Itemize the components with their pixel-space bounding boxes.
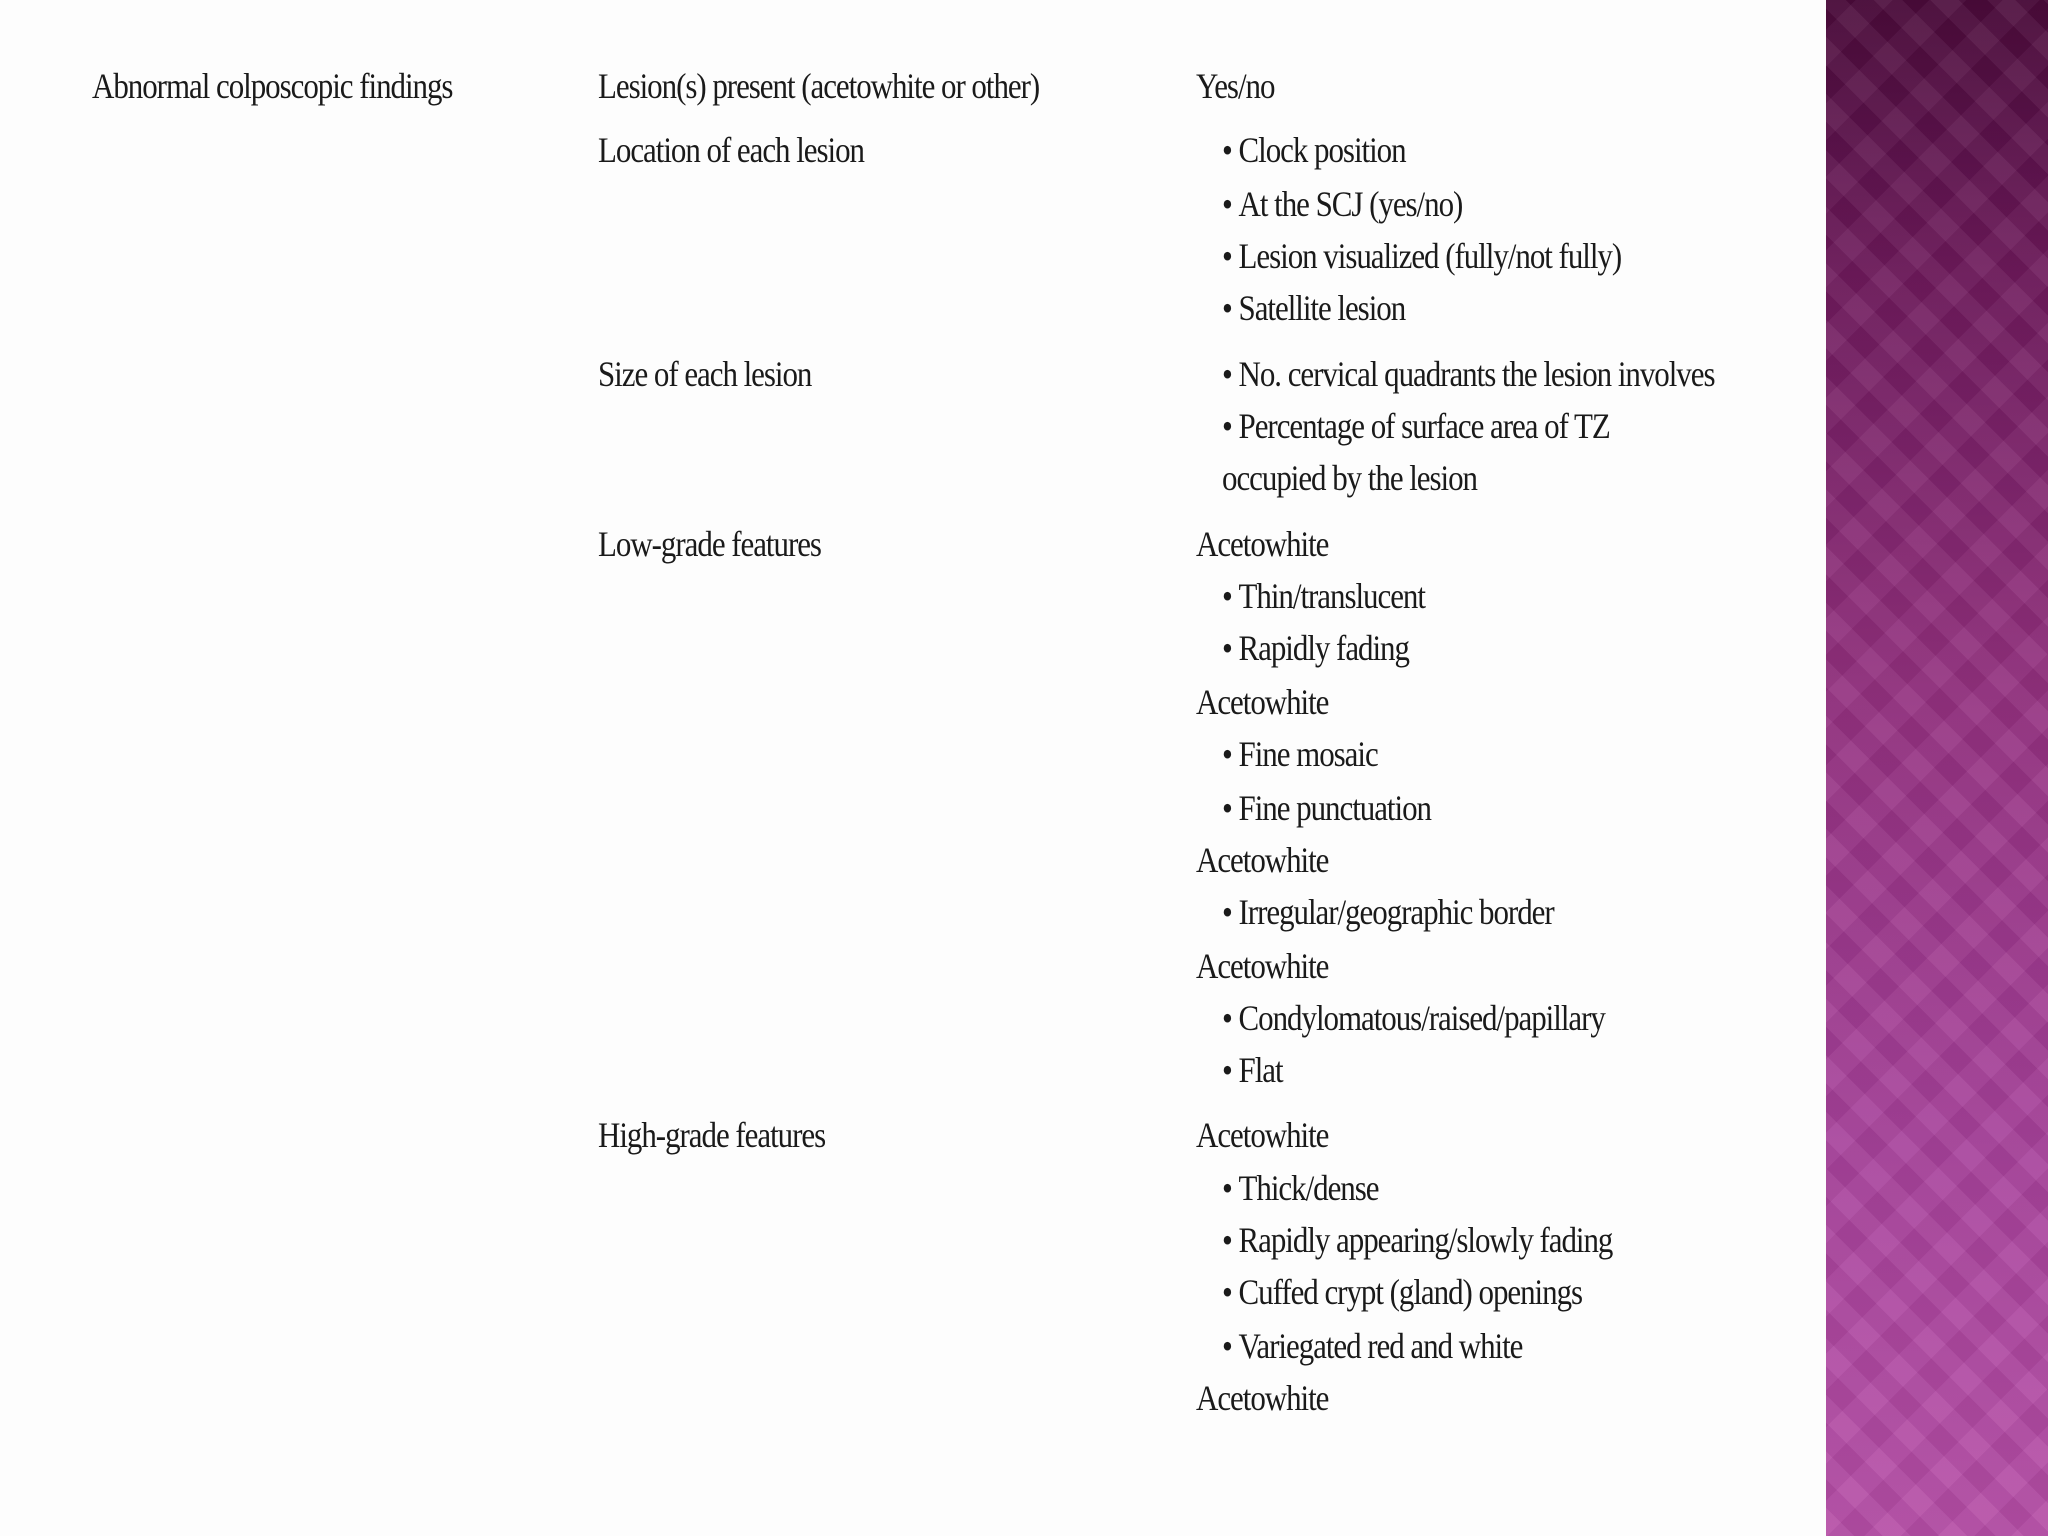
- bullet-condylomatous: • Condylomatous/raised/papillary: [1222, 998, 1605, 1038]
- bullet-surface-area: • Percentage of surface area of TZ: [1222, 406, 1610, 446]
- category-label: Abnormal colposcopic findings: [92, 66, 453, 106]
- bullet-at-scj: • At the SCJ (yes/no): [1222, 184, 1462, 224]
- bullet-thick-dense: • Thick/dense: [1222, 1168, 1378, 1208]
- decorative-side-band: [1826, 0, 2048, 1536]
- bullet-satellite-lesion: • Satellite lesion: [1222, 288, 1405, 328]
- value-yes-no: Yes/no: [1196, 66, 1275, 106]
- row-label-high-grade: High-grade features: [598, 1115, 826, 1155]
- subhead-acetowhite: Acetowhite: [1196, 524, 1329, 564]
- bullet-irregular-border: • Irregular/geographic border: [1222, 892, 1554, 932]
- row-label-location: Location of each lesion: [598, 130, 864, 170]
- bullet-fine-punctuation: • Fine punctuation: [1222, 788, 1431, 828]
- row-label-size: Size of each lesion: [598, 354, 812, 394]
- subhead-acetowhite: Acetowhite: [1196, 1115, 1329, 1155]
- bullet-lesion-visualized: • Lesion visualized (fully/not fully): [1222, 236, 1621, 276]
- subhead-acetowhite: Acetowhite: [1196, 682, 1329, 722]
- row-label-low-grade: Low-grade features: [598, 524, 821, 564]
- bullet-variegated: • Variegated red and white: [1222, 1326, 1522, 1366]
- subhead-acetowhite: Acetowhite: [1196, 1378, 1329, 1418]
- bullet-cuffed-crypt: • Cuffed crypt (gland) openings: [1222, 1272, 1582, 1312]
- bullet-flat: • Flat: [1222, 1050, 1283, 1090]
- subhead-acetowhite: Acetowhite: [1196, 946, 1329, 986]
- bullet-clock-position: • Clock position: [1222, 130, 1406, 170]
- bullet-cervical-quadrants: • No. cervical quadrants the lesion involves: [1222, 354, 1714, 394]
- bullet-thin-translucent: • Thin/translucent: [1222, 576, 1425, 616]
- bullet-rapidly-appearing: • Rapidly appearing/slowly fading: [1222, 1220, 1612, 1260]
- bullet-fine-mosaic: • Fine mosaic: [1222, 734, 1378, 774]
- text-occupied-by-lesion: occupied by the lesion: [1222, 458, 1478, 498]
- row-label-lesions-present: Lesion(s) present (acetowhite or other): [598, 66, 1040, 106]
- subhead-acetowhite: Acetowhite: [1196, 840, 1329, 880]
- bullet-rapidly-fading: • Rapidly fading: [1222, 628, 1409, 668]
